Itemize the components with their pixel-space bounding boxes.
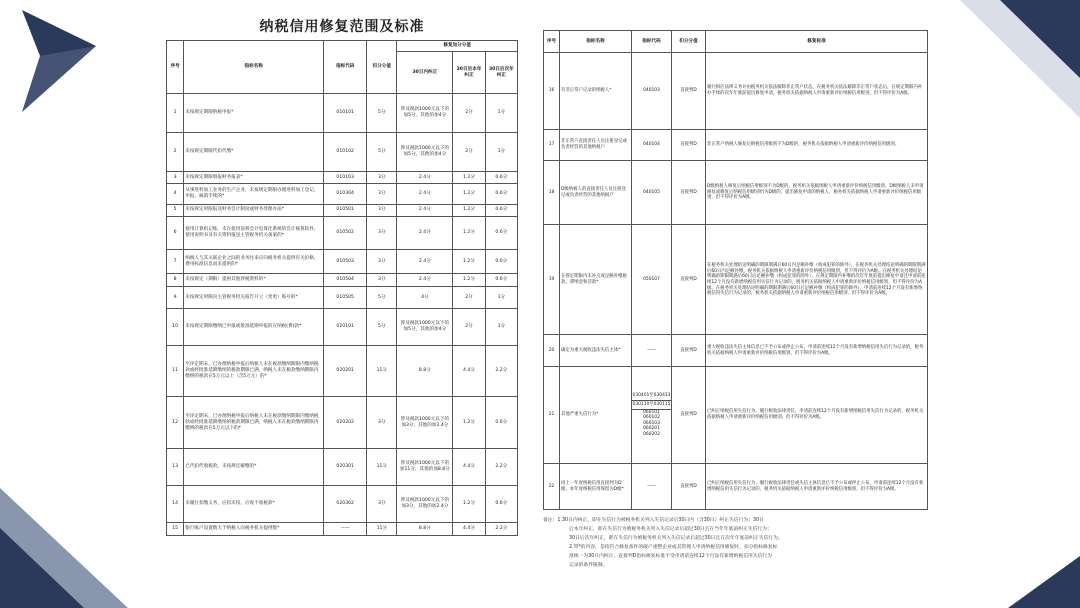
header-name: 指标名称 — [184, 41, 324, 94]
footnote — [543, 516, 927, 570]
cell-r30-next: 2.2分 — [485, 522, 517, 535]
cell-r30-year: 1.2分 — [453, 171, 485, 183]
cell-standard: 重大税收违法失信主体信息已不予公布或停止公布，申请前连续12个月没有新增纳税信用失信行为记录的，税务机关依据纳税人申请重新评价纳税信用级别，但不得评价为A级。 — [706, 335, 928, 366]
header-deduct: 扣分分值 — [672, 31, 706, 53]
note-line: 2.带*的内容，是指符合修复条件的破产重整企业或其管理人申请纳税信用修复时，扣分指标修复标 — [569, 545, 778, 550]
cell-r30-year: 1.2分 — [453, 204, 485, 216]
cell-name: 未按规定期限填报财务报表* — [184, 171, 324, 183]
cell-code: —— — [324, 522, 367, 535]
code-item: 030110至030115 — [632, 401, 671, 410]
cell-r30: 8.8分 — [397, 522, 453, 535]
table-row — [167, 171, 518, 183]
cell-r30-year: 1.2分 — [453, 249, 485, 274]
header-r30-year: 30日后本年纠正 — [453, 52, 485, 94]
cell-r30: 2.4分 — [397, 249, 453, 274]
table-row — [544, 225, 928, 335]
table-row — [544, 366, 928, 464]
cell-code: 010505 — [324, 286, 367, 309]
header-repair-group: 修复加分分值 — [397, 41, 518, 52]
table-row — [544, 129, 928, 160]
cell-r30-year: 1.2分 — [453, 217, 485, 250]
table-row — [167, 309, 518, 346]
cell-code: 010101 — [324, 94, 367, 133]
cell-r30: 8.8分 — [397, 346, 453, 397]
table-row — [167, 184, 518, 205]
cell-r30-next: 0.6分 — [485, 217, 517, 250]
cell-score: 3分 — [367, 171, 397, 183]
cell-r30-year: 4.4分 — [453, 522, 485, 535]
cell-name: 未按规定期限代扣代缴* — [184, 132, 324, 171]
cell-r30: 涉及税款1000元以下的加5分，其他的加4分 — [397, 94, 453, 133]
note-line: 30日后次年纠正，即在失信行为被税务机关列入失信记录后超过30日且在次年年底前纠正失信行为。 — [569, 536, 783, 541]
cell-r30: 涉及税款1000元以下的加11分，其他的加8.8分 — [397, 448, 453, 485]
note-line: 记录的条件限制。 — [569, 563, 608, 568]
cell-name: 未按规定期限纳税申报* — [184, 94, 324, 133]
cell-no: 16 — [544, 53, 560, 130]
cell-no: 21 — [544, 366, 560, 464]
cell-r30-next: 0.6分 — [485, 274, 517, 286]
table-row — [167, 346, 518, 397]
cell-name: 未按规定时限向主管税务机关报告开立（变更）账号的* — [184, 286, 324, 309]
code-item: 060103 — [643, 420, 660, 426]
table-row — [167, 448, 518, 485]
cell-r30-year: 4.4分 — [453, 448, 485, 485]
table-row — [167, 286, 518, 309]
cell-name: 有非正常户记录的纳税人* — [560, 53, 632, 130]
cell-r30-year: 1.2分 — [453, 485, 485, 522]
cell-score: 3分 — [367, 184, 397, 205]
code-item: 030401至030413 — [632, 392, 671, 401]
cell-r30-year: 4.4分 — [453, 346, 485, 397]
header-r30-next: 30日后次年纠正 — [485, 52, 517, 94]
cell-r30-year: 2分 — [453, 286, 485, 309]
cell-standard: 已纠正纳税信用失信行为、履行税收法律责任，申请前连续12个月没有新增纳税信用失信行为记录的，税务机关依据纳税人申请重新评价纳税信用级别，但不得评价为A级。 — [706, 366, 928, 464]
cell-name: 非正常户直接责任人员注册登记或负责经营的其他纳税户 — [560, 129, 632, 160]
table-row — [167, 274, 518, 286]
cell-score: 直接判D — [672, 335, 706, 366]
cell-no: 5 — [167, 204, 184, 216]
cell-r30-year: 2分 — [453, 132, 485, 171]
cell-no: 3 — [167, 171, 184, 183]
cell-code: 010501 — [324, 204, 367, 216]
header-r30: 30日内纠正 — [397, 52, 453, 94]
cell-r30-year: 2分 — [453, 309, 485, 346]
repair-table-left — [166, 40, 518, 536]
cell-r30: 2.4分 — [397, 217, 453, 250]
cell-standard: 在税务机关处理结论明确的期限期满后60日内足额补缴（构成犯罪的除外），在税务机关处理结论明确的期限期满后60日内足额补缴，税务机关依据纳税人申请重新评价纳税信用级别，但不得评价为A级。在税务机关处理结论明确的期限期满后60日后足额补缴（构成犯罪的除外），在规定期限内补缴的次年年底前提出修复申请且申请前连续12个月没有新增纳税信用失信行为记录的，税务机关依据纳税人申请重新评价纳税信用级别，但不得评价为A级。在税务机关处理结论明确的期限期满后60日后足额补缴（构成犯罪的除外），申请前连续12个月没有新增纳税信用失信行为记录的，税务机关依据纳税人申请重新评价纳税信用级别，但不得评价为A级。 — [706, 225, 928, 335]
cell-score: 直接判D — [672, 129, 706, 160]
cell-r30-next: 0.6分 — [485, 249, 517, 274]
cell-no: 19 — [544, 225, 560, 335]
code-item: 060102 — [643, 415, 660, 421]
header-seq: 序号 — [544, 31, 560, 53]
cell-no: 12 — [167, 397, 184, 448]
cell-name: 使用计算机记账，未在使用前将会计电算化系统的会计核算软件、使用说明书及有关资料报送主管税务机关备案的* — [184, 217, 324, 250]
table-row — [544, 335, 928, 366]
cell-r30: 2.4分 — [397, 274, 453, 286]
cell-r30-next: 0.6分 — [485, 397, 517, 448]
cell-name: 已代扣代收税款，未按规定解缴的* — [184, 448, 324, 485]
cell-code-list — [632, 366, 672, 464]
table-row — [167, 485, 518, 522]
cell-score: 直接判D — [672, 53, 706, 130]
table-row — [167, 397, 518, 448]
table-row — [167, 204, 518, 216]
decor-bottom-right-triangle — [1000, 556, 1080, 608]
cell-code: 040103 — [632, 53, 672, 130]
cell-r30-year: 1.2分 — [453, 274, 485, 286]
decor-bottom-left-triangle — [0, 488, 130, 608]
cell-score: 3分 — [367, 249, 397, 274]
cell-no: 9 — [167, 286, 184, 309]
cell-score: 直接判D — [672, 161, 706, 225]
note-line: 准统一为30日内纠正，直接判D指标修复标准不受申请前连续12个月没有新增纳税信用失信行为 — [569, 554, 772, 559]
cell-no: 10 — [167, 309, 184, 346]
cell-r30-next: 2.2分 — [485, 448, 517, 485]
cell-no: 7 — [167, 249, 184, 274]
table-row — [544, 161, 928, 225]
cell-code: 010503 — [324, 249, 367, 274]
cell-r30-next: 1分 — [485, 94, 517, 133]
header-seq: 序号 — [167, 41, 184, 94]
cell-no: 6 — [167, 217, 184, 250]
table-row — [167, 217, 518, 250]
code-item: 060201 — [643, 426, 660, 432]
cell-no: 13 — [167, 448, 184, 485]
cell-r30-next: 0.6分 — [485, 485, 517, 522]
cell-no: 22 — [544, 464, 560, 510]
note-line: 备注：1.30日内纠正，即在失信行为被税务机关列入失信记录后30日内（含30日）纠正失信行为；30日 — [543, 518, 764, 523]
cell-score: 5分 — [367, 94, 397, 133]
cell-name: 因上一年度纳税信用直接判为D级，本年度纳税信用保留为D级* — [560, 464, 632, 510]
decor-top-right-triangle — [950, 0, 1080, 130]
cell-name: 从事进料加工业务的生产企业，未按规定期限办理进料加工登记、申报、核销手续的* — [184, 184, 324, 205]
header-code: 指标代码 — [324, 41, 367, 94]
cell-code: 050107 — [632, 225, 672, 335]
code-item: 060101 — [643, 409, 660, 415]
cell-standard: 履行相应法律义务并由税务机关依法解除非正常户状态，在税务机关依法解除非正常户状态后，在规定期限内补办手续的次年年底前提出修复申请，税务机关依据纳税人申请重新评价纳税信用级别，但不得评价为A级。 — [706, 53, 928, 130]
cell-code: 010103 — [324, 171, 367, 183]
table-row — [544, 464, 928, 510]
code-item: 060202 — [643, 431, 660, 437]
cell-r30: 涉及税款1000元以下的加3分，其他的加2.4分 — [397, 485, 453, 522]
cell-score: 3分 — [367, 485, 397, 522]
table-row — [167, 132, 518, 171]
cell-r30-next: 2.2分 — [485, 346, 517, 397]
cell-no: 14 — [167, 485, 184, 522]
cell-score: 直接判D — [672, 366, 706, 464]
cell-code: 020101 — [324, 309, 367, 346]
cell-r30: 2.4分 — [397, 204, 453, 216]
cell-r30-year: 1.2分 — [453, 397, 485, 448]
cell-name: 确定为重大税收违法失信主体* — [560, 335, 632, 366]
cell-code: 010102 — [324, 132, 367, 171]
cell-no: 8 — [167, 274, 184, 286]
decor-top-left-arrow — [0, 0, 140, 130]
cell-score: 11分 — [367, 346, 397, 397]
cell-no: 20 — [544, 335, 560, 366]
cell-code: —— — [632, 335, 672, 366]
cell-name: 银行账户设置数大于纳税人向税务机关提供数* — [184, 522, 324, 535]
cell-r30-year: 1.2分 — [453, 184, 485, 205]
cell-no: 11 — [167, 346, 184, 397]
cell-code: 040104 — [632, 129, 672, 160]
cell-no: 2 — [167, 132, 184, 171]
cell-name: D级纳税人的直接责任人员注册登记或负责经营的其他纳税户 — [560, 161, 632, 225]
cell-code: 010502 — [324, 217, 367, 250]
cell-r30-year: 2分 — [453, 94, 485, 133]
table-row — [167, 249, 518, 274]
cell-score: 3分 — [367, 217, 397, 250]
cell-name: 未按规定（期限）提供其他涉税资料的* — [184, 274, 324, 286]
header-code: 指标代码 — [632, 31, 672, 53]
header-name: 指标名称 — [560, 31, 632, 53]
cell-score: 5分 — [367, 309, 397, 346]
cell-code: 010504 — [324, 274, 367, 286]
cell-r30: 涉及税款1000元以下的加3分，其他的加2.4分 — [397, 397, 453, 448]
cell-r30-next: 1分 — [485, 309, 517, 346]
cell-r30-next: 1分 — [485, 286, 517, 309]
cell-no: 18 — [544, 161, 560, 225]
note-line: 后本年纠正，即在失信行为被税务机关列入失信记录后超过30日且在当年年底前纠正失信行为； — [569, 527, 772, 532]
cell-score: 直接判D — [672, 464, 706, 510]
cell-no: 1 — [167, 94, 184, 133]
cell-name: 至评定期末，已办理纳税申报后纳税人未在税款缴纳期限内缴纳税款或经批准延期缴纳的税款期限已满，纳税人未在税款缴纳期限内缴纳的税款在5万元以上（含5万元）的* — [184, 346, 324, 397]
cell-name: 未按规定期限缴纳已申报或批准延期申报的应纳税(费)款* — [184, 309, 324, 346]
cell-code: 020301 — [324, 448, 367, 485]
cell-no: 17 — [544, 129, 560, 160]
table-row — [544, 53, 928, 130]
cell-name: 未按规定时限报送财务会计制度或财务处理办法* — [184, 204, 324, 216]
cell-score: 3分 — [367, 397, 397, 448]
cell-r30-next: 1分 — [485, 132, 517, 171]
cell-code: —— — [632, 464, 672, 510]
table-row — [167, 94, 518, 133]
cell-standard: 非正常户纳税人修复后纳税信用级别不为D级的，税务机关依据纳税人申请重新评价纳税信用级别。 — [706, 129, 928, 160]
cell-r30-next: 0.6分 — [485, 171, 517, 183]
cell-r30: 2.4分 — [397, 171, 453, 183]
cell-code: 020302 — [324, 485, 367, 522]
repair-table-right — [543, 30, 928, 510]
cell-standard: D级纳税人修复后纳税信用级别不为D级的，税务机关依据纳税人申请重新评价纳税信用级别。D级纳税人未申请修复或修复后纳税信用级别仍为D级的，提出修复申请的纳税人，税务机关依据纳税人申请重新评价纳税信用级别，但不得评价为A级。 — [706, 161, 928, 225]
header-deduct: 扣分分值 — [367, 41, 397, 94]
cell-score: 11分 — [367, 522, 397, 535]
cell-r30: 涉及税款1000元以下的加5分，其他的加4分 — [397, 309, 453, 346]
cell-name: 至评定期末，已办理纳税申报后纳税人未在税款缴纳期限内缴纳税款或经批准延期缴纳的税款期限已满，纳税人未在税款缴纳期限内缴纳的税款在5万元以下的* — [184, 397, 324, 448]
cell-code: 040105 — [632, 161, 672, 225]
cell-r30: 涉及税款1000元以下的加5分，其他的加4分 — [397, 132, 453, 171]
cell-score: 5分 — [367, 286, 397, 309]
cell-code: 010304 — [324, 184, 367, 205]
page-title: 纳税信用修复范围及标准 — [259, 19, 425, 35]
cell-name: 其他严重失信行为* — [560, 366, 632, 464]
cell-r30: 2.4分 — [397, 184, 453, 205]
cell-name: 在规定期限内未补交或足额补缴税款、滞纳金和罚款* — [560, 225, 632, 335]
cell-r30: 4分 — [397, 286, 453, 309]
cell-score: 直接判D — [672, 225, 706, 335]
cell-r30-next: 0.6分 — [485, 184, 517, 205]
cell-standard: 已纠正纳税信用失信行为、履行税收法律责任或失信主体信息已不予公布或停止公布，申请前连续12个月没有新增纳税信用失信行为记录的，税务机关依据纳税人申请重新评价纳税信用级别，但不得评价为A级。 — [706, 464, 928, 510]
cell-score: 11分 — [367, 448, 397, 485]
cell-name: 纳税人与其关联企业之间的业务往来应向税务机关提供有关价格、费用标准信息而未提供的* — [184, 249, 324, 274]
header-standard: 修复标准 — [706, 31, 928, 53]
cell-name: 未履行扣缴义务，应扣未扣，应收不收税款* — [184, 485, 324, 522]
cell-code: 020202 — [324, 397, 367, 448]
cell-score: 5分 — [367, 132, 397, 171]
cell-code: 020201 — [324, 346, 367, 397]
cell-score: 3分 — [367, 204, 397, 216]
table-row — [167, 522, 518, 535]
cell-no: 4 — [167, 184, 184, 205]
cell-r30-next: 0.6分 — [485, 204, 517, 216]
cell-no: 15 — [167, 522, 184, 535]
cell-score: 3分 — [367, 274, 397, 286]
